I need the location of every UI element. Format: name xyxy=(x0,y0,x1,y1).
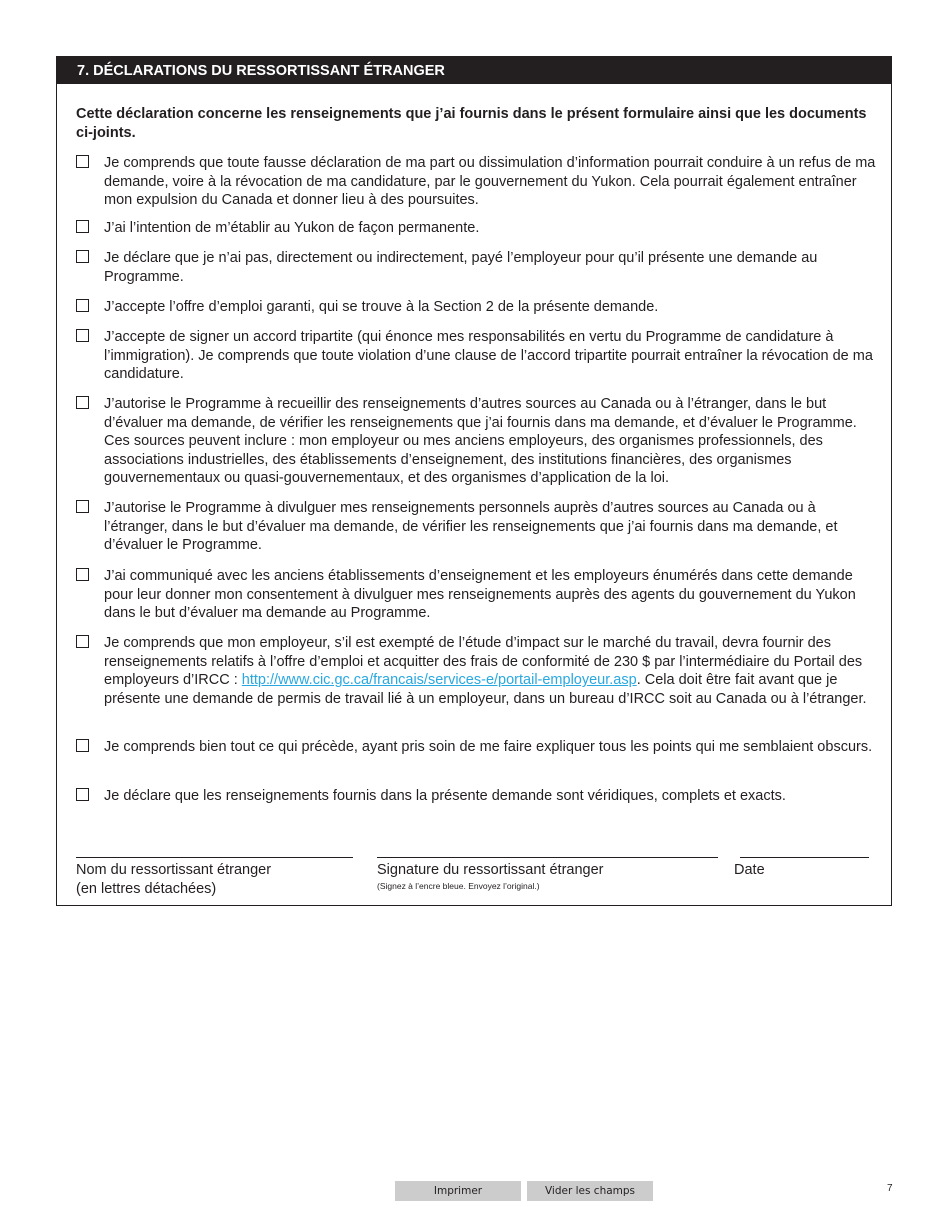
declaration-text: J’autorise le Programme à recueillir des renseignements d’autres sources au Canada ou à l’étranger, dans le but d’évaluer ma demande, de vérifier les renseignements que j’ai fournis dans ma demande, et d’évaluer le Programme. Ces sources peuvent inclure : mon employeur ou mes anciens employeurs, des organismes professionnels, des associations industrielles, des établissements d’enseignement, des institutions financières, des organismes gouvernementaux ou quasi-gouvernementaux, et des organismes d’application de la loi. xyxy=(104,396,857,487)
declaration-text: Je comprends bien tout ce qui précède, ayant pris soin de me faire expliquer tous les points qui me semblaient obscurs. xyxy=(104,739,873,755)
declaration-checkbox-1[interactable] xyxy=(76,155,89,168)
declaration-checkbox-10[interactable] xyxy=(76,739,89,752)
declaration-checkbox-3[interactable] xyxy=(76,250,89,263)
declaration-checkbox-7[interactable] xyxy=(76,500,89,513)
section-title: 7. DÉCLARATIONS DU RESSORTISSANT ÉTRANGER xyxy=(57,57,891,84)
declaration-checkbox-11[interactable] xyxy=(76,788,89,801)
employer-text-before: Je comprends que mon employeur, s’il est exempté de l’étude d’impact sur le marché du travail, devra fournir des renseignements relatifs à l’offre d’emploi et acquitter des frais de conformité de 230 $ par l’intermédiaire du Portail des employeurs d’IRCC : xyxy=(104,635,863,689)
section-intro: Cette déclaration concerne les renseignements que j’ai fournis dans le présent formulaire ainsi que les documents ci-joints. xyxy=(76,106,867,141)
declaration-checkbox-8[interactable] xyxy=(76,568,89,581)
declaration-text: J’ai l’intention de m’établir au Yukon de façon permanente. xyxy=(104,220,480,236)
declaration-text: J’accepte l’offre d’emploi garanti, qui se trouve à la Section 2 de la présente demande. xyxy=(104,299,659,315)
declaration-checkbox-4[interactable] xyxy=(76,299,89,312)
print-button[interactable]: Imprimer xyxy=(395,1181,521,1201)
page-number: 7 xyxy=(887,1183,893,1194)
declaration-text: J’accepte de signer un accord tripartite (qui énonce mes responsabilités en vertu du Programme de candidature à l’immigration). Je comprends que toute violation d’une clause de l’accord tripartite pourrait entraîner la révocation de ma candidature. xyxy=(104,329,873,383)
declaration-text: Je déclare que les renseignements fournis dans la présente demande sont véridiques, complets et exacts. xyxy=(104,788,786,804)
declarations-section xyxy=(56,56,892,906)
clear-fields-button[interactable]: Vider les champs xyxy=(527,1181,653,1201)
employer-text-after: . Cela doit être fait avant que je présente une demande de permis de travail lié à un employeur, dans un bureau d’IRCC soit au Canada ou à l’étranger. xyxy=(104,672,867,707)
declaration-text: Je déclare que je n’ai pas, directement ou indirectement, payé l’employeur pour qu’il présente une demande au Programme. xyxy=(104,250,818,285)
date-label: Date xyxy=(734,862,765,878)
name-field-line[interactable] xyxy=(76,857,353,858)
date-field-line[interactable] xyxy=(740,857,869,858)
declaration-checkbox-2[interactable] xyxy=(76,220,89,233)
declaration-text xyxy=(104,634,876,708)
declaration-text: J’ai communiqué avec les anciens établissements d’enseignement et les employeurs énumérés dans cette demande pour leur donner mon consentement à divulguer mes renseignements auprès des agents du gouvernement du Yukon dans le but d’évaluer ma demande au Programme. xyxy=(104,568,856,622)
declaration-checkbox-6[interactable] xyxy=(76,396,89,409)
name-label xyxy=(76,861,271,898)
name-label-line1: Nom du ressortissant étranger xyxy=(76,862,272,878)
declaration-text: Je comprends que toute fausse déclaration de ma part ou dissimulation d’information pourrait conduire à un refus de ma demande, voire à la révocation de ma candidature, par le gouvernement du Yukon. Cela pourrait également entraîner mon expulsion du Canada et donner lieu à des poursuites. xyxy=(104,155,876,209)
signature-label: Signature du ressortissant étranger xyxy=(377,862,604,878)
signature-note: (Signez à l’encre bleue. Envoyez l’original.) xyxy=(377,881,540,891)
declaration-checkbox-5[interactable] xyxy=(76,329,89,342)
name-label-line2: (en lettres détachées) xyxy=(76,880,217,897)
employer-portal-link[interactable]: http://www.cic.gc.ca/francais/services-e/portail-employeur.asp xyxy=(241,672,637,689)
signature-field-line[interactable] xyxy=(377,857,718,858)
declaration-text: J’autorise le Programme à divulguer mes renseignements personnels auprès d’autres sources au Canada ou à l’étranger, dans le but d’évaluer ma demande, de vérifier les renseignements que j’ai fournis dans ma demande, et d’évaluer le Programme. xyxy=(104,500,838,554)
declaration-checkbox-9[interactable] xyxy=(76,635,89,648)
